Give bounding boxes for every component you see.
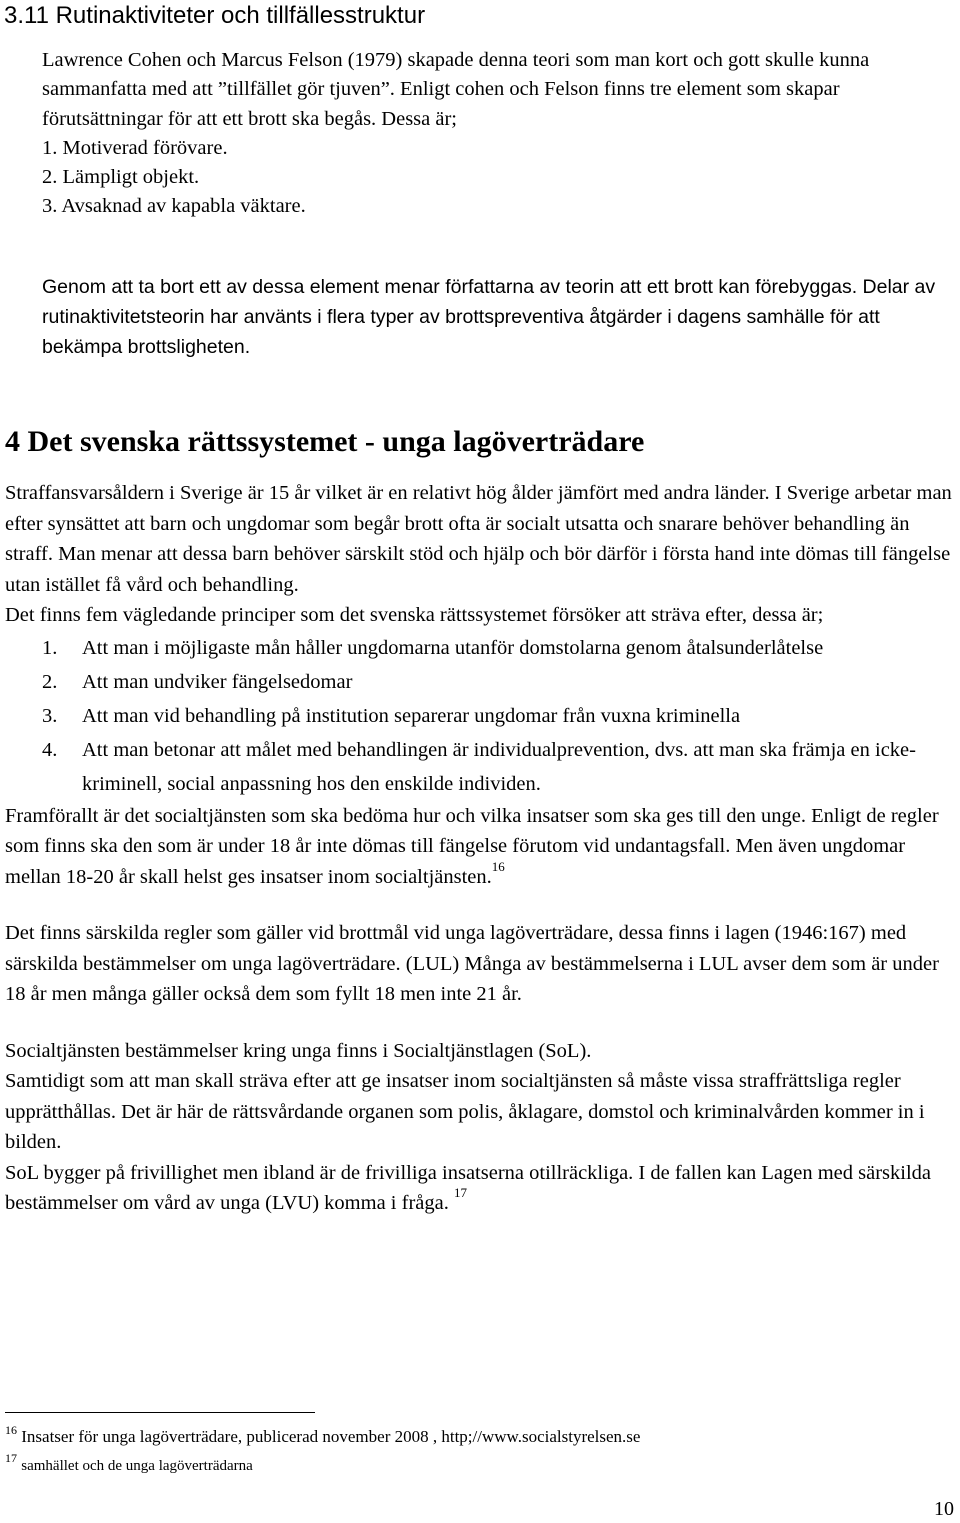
footnote-text: Insatser för unga lagöverträdare, publicerad november 2008 , http;//www.socialstyrelsen.se bbox=[21, 1427, 641, 1446]
paragraph: Samtidigt som att man skall sträva efter att ge insatser inom socialtjänsten så måste vissa straffrättsliga regler upprätthållas. Det är här de rättsvårdande organen som polis, åklagare, domstol och kriminalvården kommer in i bilden. bbox=[5, 1070, 925, 1153]
footnote-ref[interactable]: 17 bbox=[453, 1185, 467, 1200]
list-item-text: Att man undviker fängelsedomar bbox=[82, 670, 353, 693]
paragraph: Socialtjänsten bestämmelser kring unga finns i Socialtjänstlagen (SoL). bbox=[5, 1039, 592, 1062]
footnote bbox=[5, 1451, 253, 1476]
list-item bbox=[5, 665, 953, 699]
list-number: 1. bbox=[42, 636, 58, 659]
footnote-text: samhället och de unga lagöverträdarna bbox=[21, 1458, 253, 1474]
list-item: 2. Lämpligt objekt. bbox=[42, 166, 200, 189]
section-heading-4: 4 Det svenska rättssystemet - unga lagöverträdare bbox=[5, 425, 645, 458]
list-item-text: Att man vid behandling på institution separerar ungdomar från vuxna kriminella bbox=[82, 704, 741, 727]
list-number: 3. bbox=[42, 704, 58, 727]
paragraph: Det finns fem vägledande principer som det svenska rättssystemet försöker att sträva efter, dessa är; bbox=[5, 604, 824, 626]
footnote-number: 17 bbox=[5, 1451, 17, 1465]
paragraph: Straffansvarsåldern i Sverige är 15 år vilket är en relativt hög ålder jämfört med andra länder. I Sverige arbetar man efter synsättet att barn och ungdomar som begår brott ofta är socialt utsatta och snarare behöver behandling än straff. Man menar att dessa barn behöver särskilt stöd och hjälp och bör därför i första hand inte dömas till fängelse utan istället få vård och behandling. bbox=[5, 482, 952, 596]
paragraph bbox=[5, 801, 953, 893]
section-3-11-intro bbox=[42, 46, 952, 222]
section-4-body bbox=[5, 478, 953, 1219]
paragraph-text: Framförallt är det socialtjänsten som ska bedöma hur och vilka insatser som ska ges till den unge. Enligt de regler som finns ska den som är under 18 år inte dömas till fängelse förutom vid undantagsfall. Men även ungdomar mellan 18-20 år skall helst ges insatser inom socialtjänsten. bbox=[5, 804, 939, 888]
paragraph: Det finns särskilda regler som gäller vid brottmål vid unga lagöverträdare, dessa finns i lagen (1946:167) med särskilda bestämmelser om unga lagöverträdare. (LUL) Många av bestämmelserna i LUL avser dem som är under 18 år men många gäller också dem som fyllt 18 men inte 21 år. bbox=[5, 922, 939, 1005]
list-item bbox=[5, 699, 953, 733]
footnote bbox=[5, 1423, 641, 1447]
paragraph bbox=[5, 1158, 953, 1219]
paragraph-text: SoL bygger på frivillighet men ibland är de frivilliga insatserna otillräckliga. I de fallen kan Lagen med särskilda bestämmelser om vård av unga (LVU) komma i fråga. bbox=[5, 1161, 931, 1214]
footnote-number: 16 bbox=[5, 1423, 17, 1437]
paragraph-gap bbox=[5, 892, 953, 918]
principles-list bbox=[5, 631, 953, 801]
list-item-text: Att man betonar att målet med behandlingen är individualprevention, dvs. att man ska främja en icke-kriminell, social anpassning hos den enskilde individen. bbox=[82, 738, 916, 795]
list-item: 1. Motiverad förövare. bbox=[42, 136, 228, 159]
section-heading-3-11: 3.11 Rutinaktiviteter och tillfällesstruktur bbox=[4, 2, 426, 29]
list-item: 3. Avsaknad av kapabla väktare. bbox=[42, 195, 306, 218]
paragraph-gap bbox=[5, 1010, 953, 1036]
section-3-11-conclusion: Genom att ta bort ett av dessa element menar författarna av teorin att ett brott kan förebyggas. Delar av rutinaktivitetsteorin har använts i flera typer av brottspreventiva åtgärder i dagens samhälle för att bekämpa brottsligheten. bbox=[42, 276, 936, 358]
page-number: 10 bbox=[934, 1498, 954, 1520]
list-number: 4. bbox=[42, 738, 58, 761]
footnote-ref[interactable]: 16 bbox=[491, 858, 505, 874]
list-item-text: Att man i möjligaste mån håller ungdomarna utanför domstolarna genom åtalsunderlåtelse bbox=[82, 636, 824, 659]
list-item bbox=[5, 733, 953, 801]
list-item bbox=[5, 631, 953, 665]
footnote-divider bbox=[5, 1412, 315, 1413]
list-number: 2. bbox=[42, 670, 58, 693]
intro-paragraph: Lawrence Cohen och Marcus Felson (1979) skapade denna teori som man kort och gott skulle kunna sammanfatta med att ”tillfället gör tjuven”. Enligt cohen och Felson finns tre element som skapar förutsättningar för att ett brott ska begås. Dessa är; bbox=[42, 49, 870, 130]
